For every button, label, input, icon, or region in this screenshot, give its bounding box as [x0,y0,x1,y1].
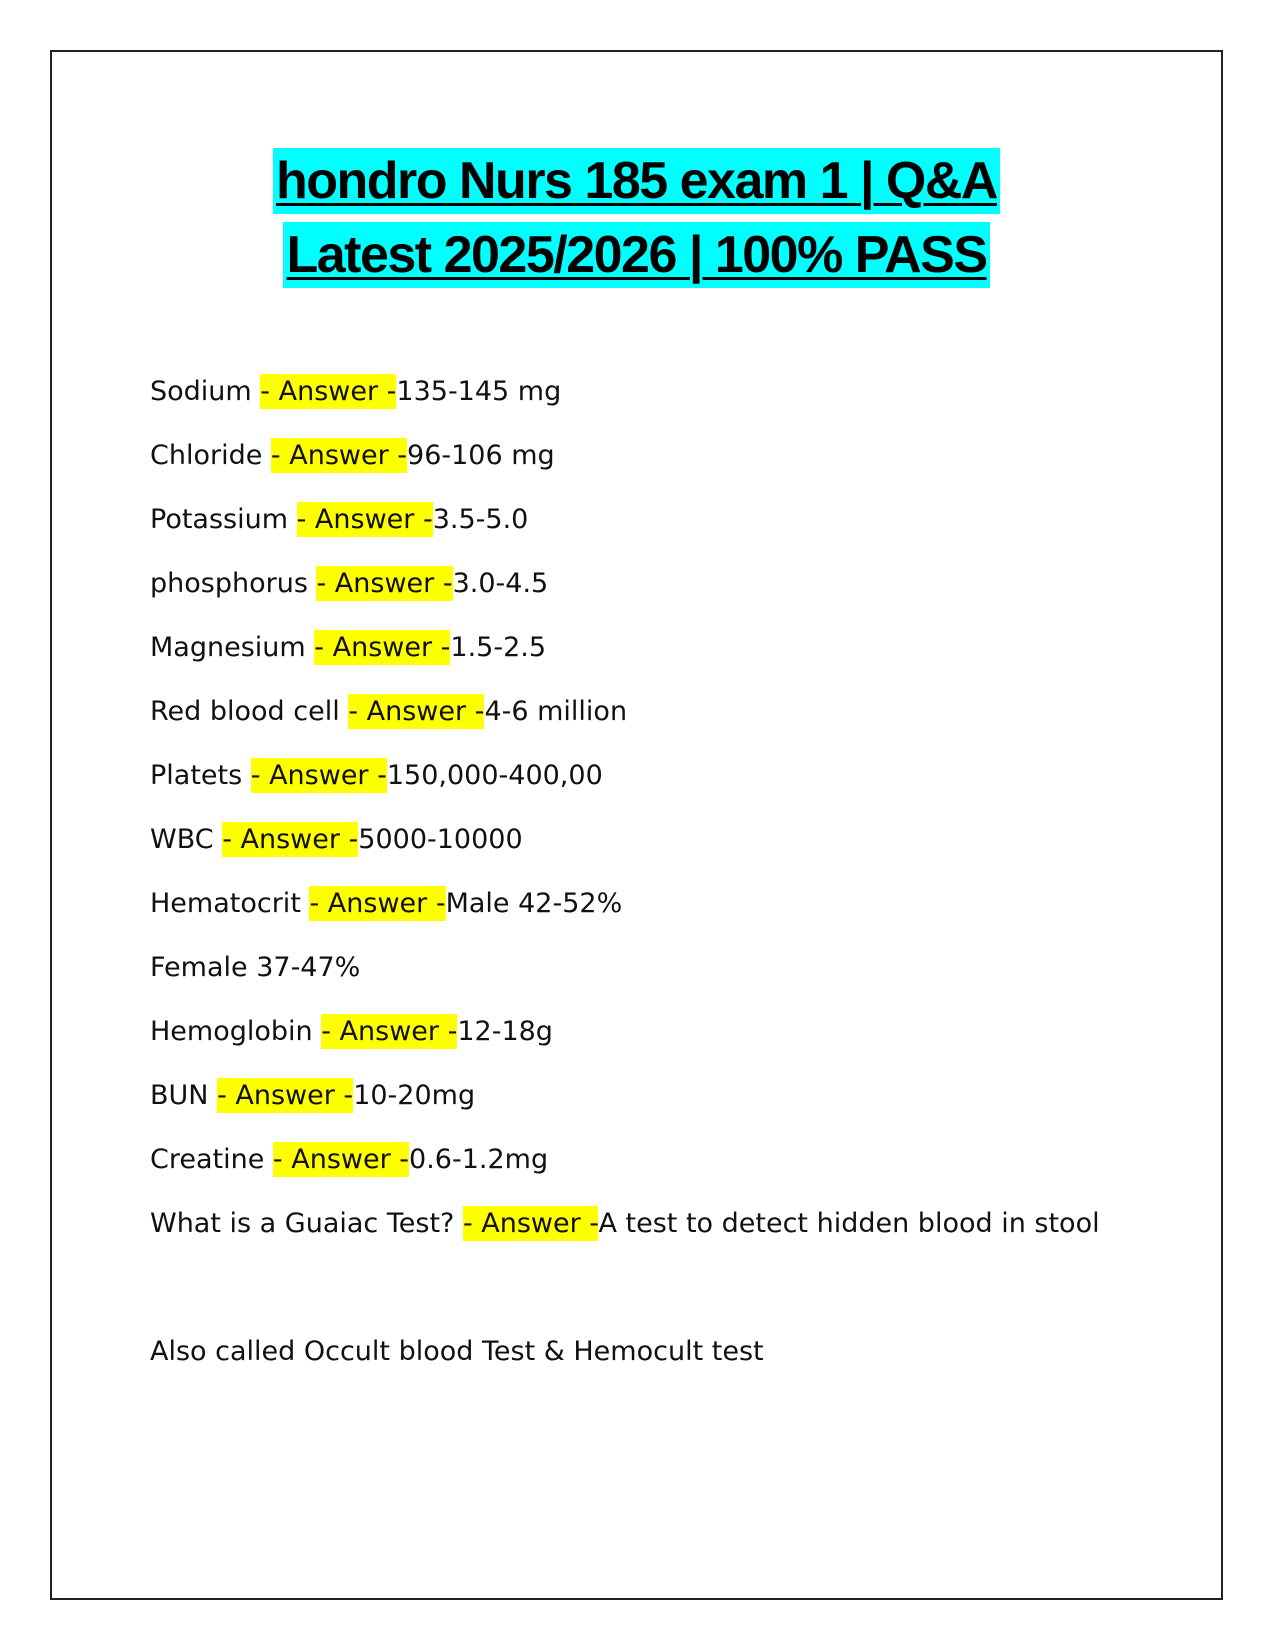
qa-item [150,628,546,668]
answer-text: 0.6-1.2mg [409,1144,549,1175]
qa-item [150,1012,553,1052]
qa-continuation [150,1332,764,1372]
answer-text: 12-18g [457,1016,553,1047]
qa-item [150,500,528,540]
title-line-1: hondro Nurs 185 exam 1 | Q&A [273,148,1000,214]
answer-marker: - Answer - [462,1208,599,1239]
answer-text: A test to detect hidden blood in stool [598,1208,1100,1239]
answer-marker: - Answer - [348,696,485,727]
answer-text: Male 42-52% [445,888,623,919]
continuation-text: Also called Occult blood Test & Hemocult test [150,1336,764,1367]
answer-text: 96-106 mg [407,440,555,471]
answer-marker: - Answer - [314,632,451,663]
answer-marker: - Answer - [316,568,453,599]
answer-marker: - Answer - [222,824,359,855]
answer-text: 150,000-400,00 [386,760,603,791]
qa-item [150,692,627,732]
answer-text: 135-145 mg [396,376,562,407]
answer-text: 10-20mg [353,1080,476,1111]
answer-marker: - Answer - [260,376,397,407]
qa-item [150,820,523,860]
question-text: WBC [150,824,223,855]
answer-marker: - Answer - [272,1144,410,1175]
qa-item [150,372,561,412]
answer-marker: - Answer - [309,888,446,919]
question-text: BUN [150,1080,218,1111]
question-text: What is a Guaiac Test? [150,1208,463,1239]
answer-marker: - Answer - [296,504,433,535]
answer-marker: - Answer - [321,1016,458,1047]
question-text: Magnesium [150,632,315,663]
question-text: Potassium [150,504,297,535]
title-line-2: Latest 2025/2026 | 100% PASS [283,222,989,288]
answer-text: 1.5-2.5 [450,632,547,663]
question-text: Hematocrit [150,888,310,919]
question-text: Creatine [150,1144,273,1175]
continuation-text: Female 37-47% [150,952,361,983]
answer-text: 5000-10000 [358,824,523,855]
qa-item [150,1204,1100,1244]
qa-item [150,884,622,924]
answer-marker: - Answer - [270,440,408,471]
answer-text: 4-6 million [484,696,628,727]
answer-marker: - Answer - [250,760,387,791]
qa-item [150,564,548,604]
question-text: Platets [150,760,251,791]
question-text: Chloride [150,440,271,471]
qa-item [150,1076,475,1116]
question-text: Hemoglobin [150,1016,322,1047]
qa-continuation [150,948,360,988]
answer-text: 3.5-5.0 [432,504,529,535]
qa-item [150,756,603,796]
answer-marker: - Answer - [217,1080,354,1111]
qa-item [150,436,555,476]
question-text: phosphorus [150,568,317,599]
answer-text: 3.0-4.5 [452,568,549,599]
question-text: Red blood cell [150,696,349,727]
question-text: Sodium [150,376,261,407]
qa-item [150,1140,548,1180]
document-title [50,148,1223,296]
